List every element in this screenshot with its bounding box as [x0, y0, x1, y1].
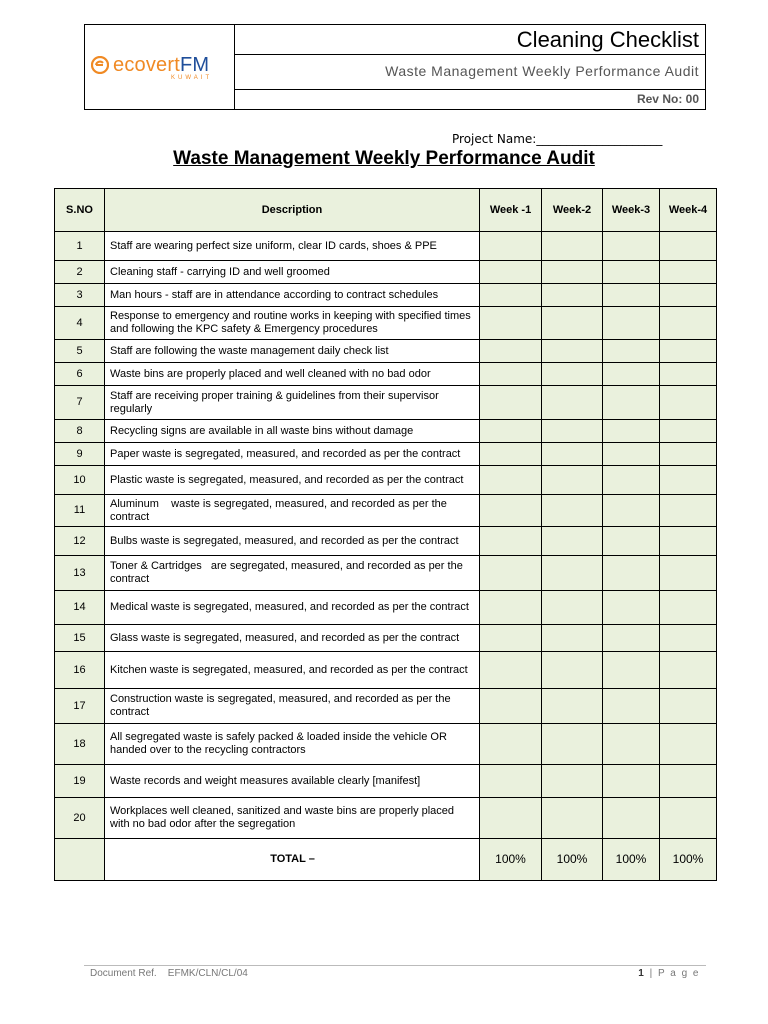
week-3-score-cell[interactable]	[603, 386, 660, 420]
week-2-score-cell[interactable]	[542, 232, 603, 261]
week-4-score-cell[interactable]	[660, 765, 717, 798]
document-header	[84, 24, 706, 110]
week-3-score-cell[interactable]	[603, 232, 660, 261]
row-number: 20	[55, 798, 105, 839]
row-description: Staff are receiving proper training & guidelines from their supervisor regularly	[105, 386, 480, 420]
week-3-score-cell[interactable]	[603, 689, 660, 724]
week-3-score-cell[interactable]	[603, 307, 660, 340]
week-1-score-cell[interactable]	[480, 625, 542, 652]
week-4-total: 100%	[660, 839, 717, 881]
table-row	[55, 765, 717, 798]
logo-cell	[85, 25, 235, 109]
row-description: Staff are wearing perfect size uniform, clear ID cards, shoes & PPE	[105, 232, 480, 261]
week-1-score-cell[interactable]	[480, 232, 542, 261]
table-row	[55, 386, 717, 420]
table-row	[55, 798, 717, 839]
week-2-score-cell[interactable]	[542, 652, 603, 689]
footer-doc-ref: Document Ref. EFMK/CLN/CL/04	[90, 968, 248, 979]
week-1-score-cell[interactable]	[480, 495, 542, 527]
week-4-score-cell[interactable]	[660, 386, 717, 420]
total-row-number	[55, 839, 105, 881]
week-2-score-cell[interactable]	[542, 443, 603, 466]
week-1-score-cell[interactable]	[480, 466, 542, 495]
row-description: Cleaning staff - carrying ID and well groomed	[105, 261, 480, 284]
table-row	[55, 420, 717, 443]
week-3-score-cell[interactable]	[603, 724, 660, 765]
page-title-text: Waste Management Weekly Performance Audit	[173, 148, 595, 169]
logo-mark-icon	[91, 56, 109, 74]
row-number: 18	[55, 724, 105, 765]
week-4-score-cell[interactable]	[660, 495, 717, 527]
week-1-score-cell[interactable]	[480, 307, 542, 340]
page-title	[0, 147, 768, 171]
row-description: Aluminum waste is segregated, measured, and recorded as per the contract	[105, 495, 480, 527]
week-4-score-cell[interactable]	[660, 689, 717, 724]
row-number: 4	[55, 307, 105, 340]
week-3-total: 100%	[603, 839, 660, 881]
week-1-score-cell[interactable]	[480, 724, 542, 765]
total-row	[55, 839, 717, 881]
week-2-total: 100%	[542, 839, 603, 881]
footer-divider	[84, 965, 706, 966]
row-number: 8	[55, 420, 105, 443]
row-number: 1	[55, 232, 105, 261]
row-number: 10	[55, 466, 105, 495]
row-description: Recycling signs are available in all waste bins without damage	[105, 420, 480, 443]
table-row	[55, 652, 717, 689]
week-4-score-cell[interactable]	[660, 625, 717, 652]
row-description: Waste records and weight measures available clearly [manifest]	[105, 765, 480, 798]
week-3-score-cell[interactable]	[603, 652, 660, 689]
week-4-score-cell[interactable]	[660, 724, 717, 765]
week-2-score-cell[interactable]	[542, 556, 603, 591]
week-2-score-cell[interactable]	[542, 340, 603, 363]
week-4-score-cell[interactable]	[660, 556, 717, 591]
row-description: Toner & Cartridges are segregated, measured, and recorded as per the contract	[105, 556, 480, 591]
week-1-score-cell[interactable]	[480, 798, 542, 839]
week-2-score-cell[interactable]	[542, 591, 603, 625]
week-3-score-cell[interactable]	[603, 340, 660, 363]
week-1-score-cell[interactable]	[480, 652, 542, 689]
week-4-score-cell[interactable]	[660, 466, 717, 495]
table-row	[55, 527, 717, 556]
row-number: 15	[55, 625, 105, 652]
week-1-score-cell[interactable]	[480, 386, 542, 420]
logo-brand-main: ecovert	[113, 54, 180, 76]
row-number: 6	[55, 363, 105, 386]
week-1-score-cell[interactable]	[480, 591, 542, 625]
row-description: Plastic waste is segregated, measured, and recorded as per the contract	[105, 466, 480, 495]
row-description: Response to emergency and routine works in keeping with specified times and following the KPC safety & Emergency procedures	[105, 307, 480, 340]
week-4-score-cell[interactable]	[660, 363, 717, 386]
week-1-score-cell[interactable]	[480, 284, 542, 307]
week-1-score-cell[interactable]	[480, 340, 542, 363]
table-header-row	[55, 189, 717, 232]
week-3-score-cell[interactable]	[603, 625, 660, 652]
week-3-score-cell[interactable]	[603, 556, 660, 591]
header-revision: Rev No: 00	[636, 92, 699, 106]
table-row	[55, 495, 717, 527]
table-row	[55, 591, 717, 625]
row-number: 16	[55, 652, 105, 689]
table-row	[55, 625, 717, 652]
row-description: Bulbs waste is segregated, measured, and recorded as per the contract	[105, 527, 480, 556]
week-3-score-cell[interactable]	[603, 495, 660, 527]
week-4-score-cell[interactable]	[660, 527, 717, 556]
week-4-score-cell[interactable]	[660, 591, 717, 625]
week-2-score-cell[interactable]	[542, 307, 603, 340]
row-description: All segregated waste is safely packed & loaded inside the vehicle OR handed over to the recycling contractors	[105, 724, 480, 765]
row-description: Paper waste is segregated, measured, and recorded as per the contract	[105, 443, 480, 466]
week-4-score-cell[interactable]	[660, 340, 717, 363]
week-2-score-cell[interactable]	[542, 724, 603, 765]
header-title: Cleaning Checklist	[235, 25, 705, 55]
row-number: 14	[55, 591, 105, 625]
page-label: | P a g e	[645, 968, 700, 979]
col-header-sno: S.NO	[55, 189, 105, 232]
week-1-score-cell[interactable]	[480, 363, 542, 386]
week-1-score-cell[interactable]	[480, 556, 542, 591]
week-4-score-cell[interactable]	[660, 798, 717, 839]
row-description: Waste bins are properly placed and well cleaned with no bad odor	[105, 363, 480, 386]
row-number: 9	[55, 443, 105, 466]
row-description: Construction waste is segregated, measured, and recorded as per the contract	[105, 689, 480, 724]
header-subtitle: Waste Management Weekly Performance Audit	[235, 55, 705, 90]
project-name-field[interactable]: Project Name:_____________________	[452, 132, 663, 146]
table-row	[55, 443, 717, 466]
row-description: Staff are following the waste management daily check list	[105, 340, 480, 363]
row-number: 13	[55, 556, 105, 591]
week-2-score-cell[interactable]	[542, 798, 603, 839]
week-1-score-cell[interactable]	[480, 527, 542, 556]
week-4-score-cell[interactable]	[660, 652, 717, 689]
row-number: 5	[55, 340, 105, 363]
week-2-score-cell[interactable]	[542, 261, 603, 284]
table-row	[55, 307, 717, 340]
week-3-score-cell[interactable]	[603, 363, 660, 386]
col-header-description: Description	[105, 189, 480, 232]
row-number: 19	[55, 765, 105, 798]
total-label: TOTAL –	[105, 839, 480, 881]
footer-page-number	[638, 968, 700, 979]
week-2-score-cell[interactable]	[542, 689, 603, 724]
logo-brand-accent: FM	[180, 54, 210, 76]
col-header-week-2: Week-2	[542, 189, 603, 232]
week-1-score-cell[interactable]	[480, 261, 542, 284]
col-header-week-3: Week-3	[603, 189, 660, 232]
week-3-score-cell[interactable]	[603, 443, 660, 466]
week-4-score-cell[interactable]	[660, 261, 717, 284]
row-description: Medical waste is segregated, measured, and recorded as per the contract	[105, 591, 480, 625]
table-row	[55, 556, 717, 591]
week-3-score-cell[interactable]	[603, 284, 660, 307]
week-1-score-cell[interactable]	[480, 443, 542, 466]
week-2-score-cell[interactable]	[542, 284, 603, 307]
week-1-score-cell[interactable]	[480, 420, 542, 443]
table-row	[55, 232, 717, 261]
logo-wordmark	[113, 54, 209, 76]
row-number: 11	[55, 495, 105, 527]
week-3-score-cell[interactable]	[603, 798, 660, 839]
row-description: Man hours - staff are in attendance according to contract schedules	[105, 284, 480, 307]
week-4-score-cell[interactable]	[660, 232, 717, 261]
week-3-score-cell[interactable]	[603, 261, 660, 284]
week-3-score-cell[interactable]	[603, 527, 660, 556]
week-3-score-cell[interactable]	[603, 420, 660, 443]
week-2-score-cell[interactable]	[542, 495, 603, 527]
week-2-score-cell[interactable]	[542, 625, 603, 652]
table-row	[55, 466, 717, 495]
table-row	[55, 689, 717, 724]
week-2-score-cell[interactable]	[542, 466, 603, 495]
row-number: 17	[55, 689, 105, 724]
row-number: 7	[55, 386, 105, 420]
row-description: Glass waste is segregated, measured, and recorded as per the contract	[105, 625, 480, 652]
week-4-score-cell[interactable]	[660, 307, 717, 340]
table-row	[55, 261, 717, 284]
week-2-score-cell[interactable]	[542, 363, 603, 386]
week-4-score-cell[interactable]	[660, 284, 717, 307]
week-2-score-cell[interactable]	[542, 527, 603, 556]
week-4-score-cell[interactable]	[660, 420, 717, 443]
row-number: 2	[55, 261, 105, 284]
row-number: 12	[55, 527, 105, 556]
week-3-score-cell[interactable]	[603, 466, 660, 495]
audit-table	[54, 188, 717, 881]
table-body	[55, 232, 717, 881]
week-1-score-cell[interactable]	[480, 689, 542, 724]
table-row	[55, 284, 717, 307]
week-1-total: 100%	[480, 839, 542, 881]
week-4-score-cell[interactable]	[660, 443, 717, 466]
week-3-score-cell[interactable]	[603, 591, 660, 625]
table-row	[55, 363, 717, 386]
col-header-week-4: Week-4	[660, 189, 717, 232]
week-1-score-cell[interactable]	[480, 765, 542, 798]
logo-subtitle: KUWAIT	[171, 75, 213, 81]
page-number: 1	[638, 968, 646, 979]
week-2-score-cell[interactable]	[542, 765, 603, 798]
table-row	[55, 340, 717, 363]
week-2-score-cell[interactable]	[542, 386, 603, 420]
row-description: Kitchen waste is segregated, measured, and recorded as per the contract	[105, 652, 480, 689]
week-2-score-cell[interactable]	[542, 420, 603, 443]
week-3-score-cell[interactable]	[603, 765, 660, 798]
row-number: 3	[55, 284, 105, 307]
ecovert-fm-logo	[91, 54, 231, 84]
row-description: Workplaces well cleaned, sanitized and waste bins are properly placed with no bad odor after the segregation	[105, 798, 480, 839]
col-header-week-1: Week -1	[480, 189, 542, 232]
table-row	[55, 724, 717, 765]
